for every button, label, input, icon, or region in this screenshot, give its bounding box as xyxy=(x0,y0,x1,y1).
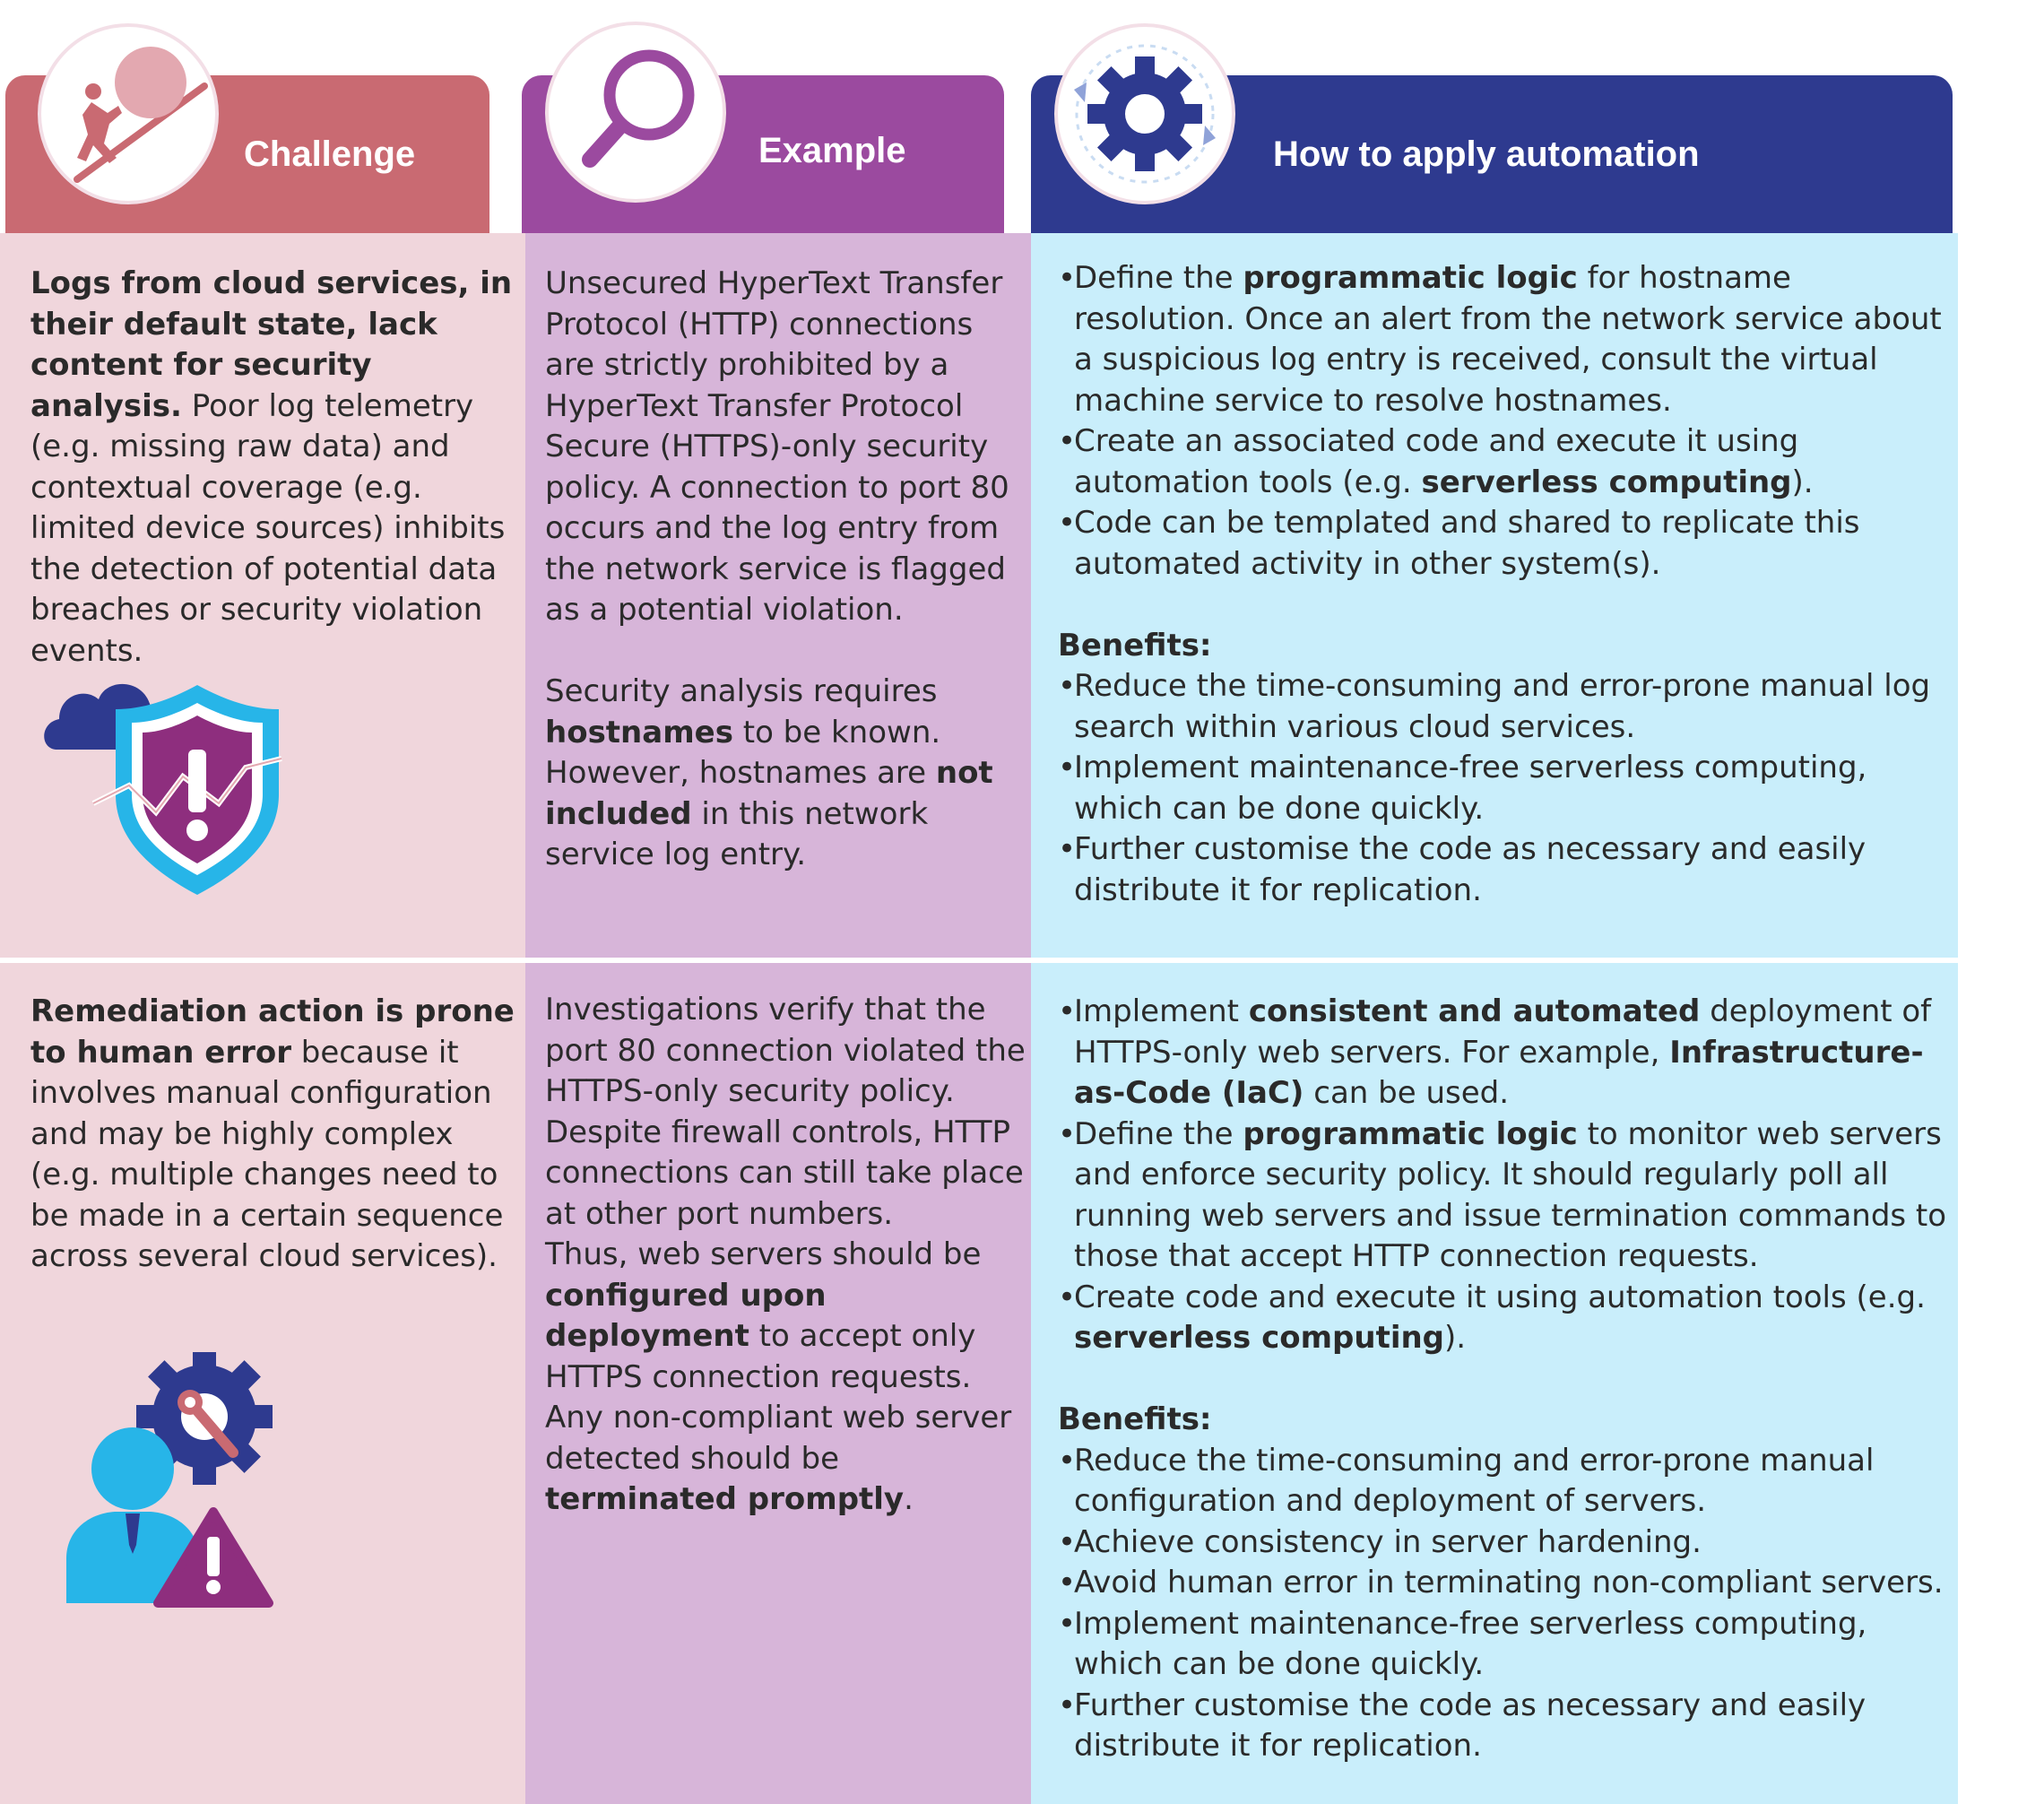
row2-benefit-item: • Implement maintenance-free serverless computing, which can be done quickly. xyxy=(1058,1604,1947,1686)
person-pushing-boulder-icon xyxy=(38,23,219,204)
row1-benefit-item: • Implement maintenance-free serverless computing, which can be done quickly. xyxy=(1058,748,1947,829)
challenge-header-title: Challenge xyxy=(244,134,416,174)
row1-apply-bullet: • Define the programmatic logic for hostname resolution. Once an alert from the network service about a suspicious log entry is received, consult the virtual machine service to resolve hostnames. xyxy=(1058,258,1947,421)
row2-challenge-rest: because it involves manual configuration and may be highly complex (e.g. multiple changes need to be made in a certain sequence across several cloud services). xyxy=(30,1034,504,1274)
row1-challenge-cell xyxy=(0,233,525,958)
magnifying-glass-icon xyxy=(545,22,726,203)
row2-benefits-title: Benefits: xyxy=(1058,1401,1212,1437)
row1-challenge-rest: Poor log telemetry (e.g. missing raw data) and contextual coverage (e.g. limited device sources) inhibits the detection of potential data breaches or security violation events. xyxy=(30,387,506,669)
row2-challenge-cell xyxy=(0,963,525,1804)
row1-benefit-item: • Further customise the code as necessary and easily distribute it for replication. xyxy=(1058,829,1947,911)
person-gear-warning-icon xyxy=(61,1352,285,1612)
row1-apply-bullet: • Code can be templated and shared to replicate this automated activity in other system(s). xyxy=(1058,503,1947,585)
row1-benefits-title: Benefits: xyxy=(1058,627,1212,663)
row2-example-p2: Thus, web servers should be configured upon deployment to accept only HTTPS connection requests. Any non-compliant web server detected should be terminated promptly. xyxy=(545,1236,1012,1517)
row1-challenge-text xyxy=(30,264,515,672)
row1-example-p2: Security analysis requires hostnames to be known. However, hostnames are not included in this network service log entry. xyxy=(545,673,993,872)
apply-header-title: How to apply automation xyxy=(1273,134,1700,174)
row2-challenge-bold: Remediation action is prone to human error xyxy=(30,993,515,1071)
row2-apply-bullet: • Implement consistent and automated deployment of HTTPS-only web servers. For example, Infrastructure-as-Code (IaC) can be used. xyxy=(1058,992,1947,1114)
row1-apply-text xyxy=(1058,258,1947,911)
row2-apply-bullet: • Define the programmatic logic to monitor web servers and enforce security policy. It should regularly poll all running web servers and issue termination commands to those that accept HTTP connection requests. xyxy=(1058,1114,1947,1278)
row1-apply-bullet: • Create an associated code and execute it using automation tools (e.g. serverless computing). xyxy=(1058,421,1947,503)
row2-apply-bullet: • Create code and execute it using automation tools (e.g. serverless computing). xyxy=(1058,1278,1947,1359)
row1-example-text xyxy=(545,264,1026,876)
row2-example-p1: Investigations verify that the port 80 connection violated the HTTPS-only security policy. Despite firewall controls, HTTP connections can still take place at other port numbers. xyxy=(545,992,1026,1232)
gear-icon xyxy=(1054,23,1235,204)
cloud-shield-alert-icon xyxy=(39,660,290,902)
row1-example-cell xyxy=(525,233,1031,958)
row2-benefit-item: • Achieve consistency in server hardening. xyxy=(1058,1522,1947,1564)
row1-challenge-bold: Logs from cloud services, in their default state, lack content for security analysis. xyxy=(30,265,513,424)
row2-benefit-item: • Reduce the time-consuming and error-prone manual configuration and deployment of servers. xyxy=(1058,1441,1947,1522)
row1-example-p1: Unsecured HyperText Transfer Protocol (HTTP) connections are strictly prohibited by a HyperText Transfer Protocol Secure (HTTPS)-only security policy. A connection to port 80 occurs and the log entry from the network service is flagged as a potential violation. xyxy=(545,265,1009,628)
row2-benefit-item: • Avoid human error in terminating non-compliant servers. xyxy=(1058,1563,1947,1604)
row2-benefit-item: • Further customise the code as necessary and easily distribute it for replication. xyxy=(1058,1686,1947,1767)
row1-apply-cell xyxy=(1031,233,1958,958)
row2-example-text xyxy=(545,990,1026,1521)
row1-benefit-item: • Reduce the time-consuming and error-prone manual log search within various cloud services. xyxy=(1058,666,1947,748)
row2-apply-text xyxy=(1058,992,1947,1767)
row2-challenge-text xyxy=(30,992,515,1278)
row2-apply-cell xyxy=(1031,963,1958,1804)
example-header-title: Example xyxy=(758,131,906,170)
row2-example-cell xyxy=(525,963,1031,1804)
